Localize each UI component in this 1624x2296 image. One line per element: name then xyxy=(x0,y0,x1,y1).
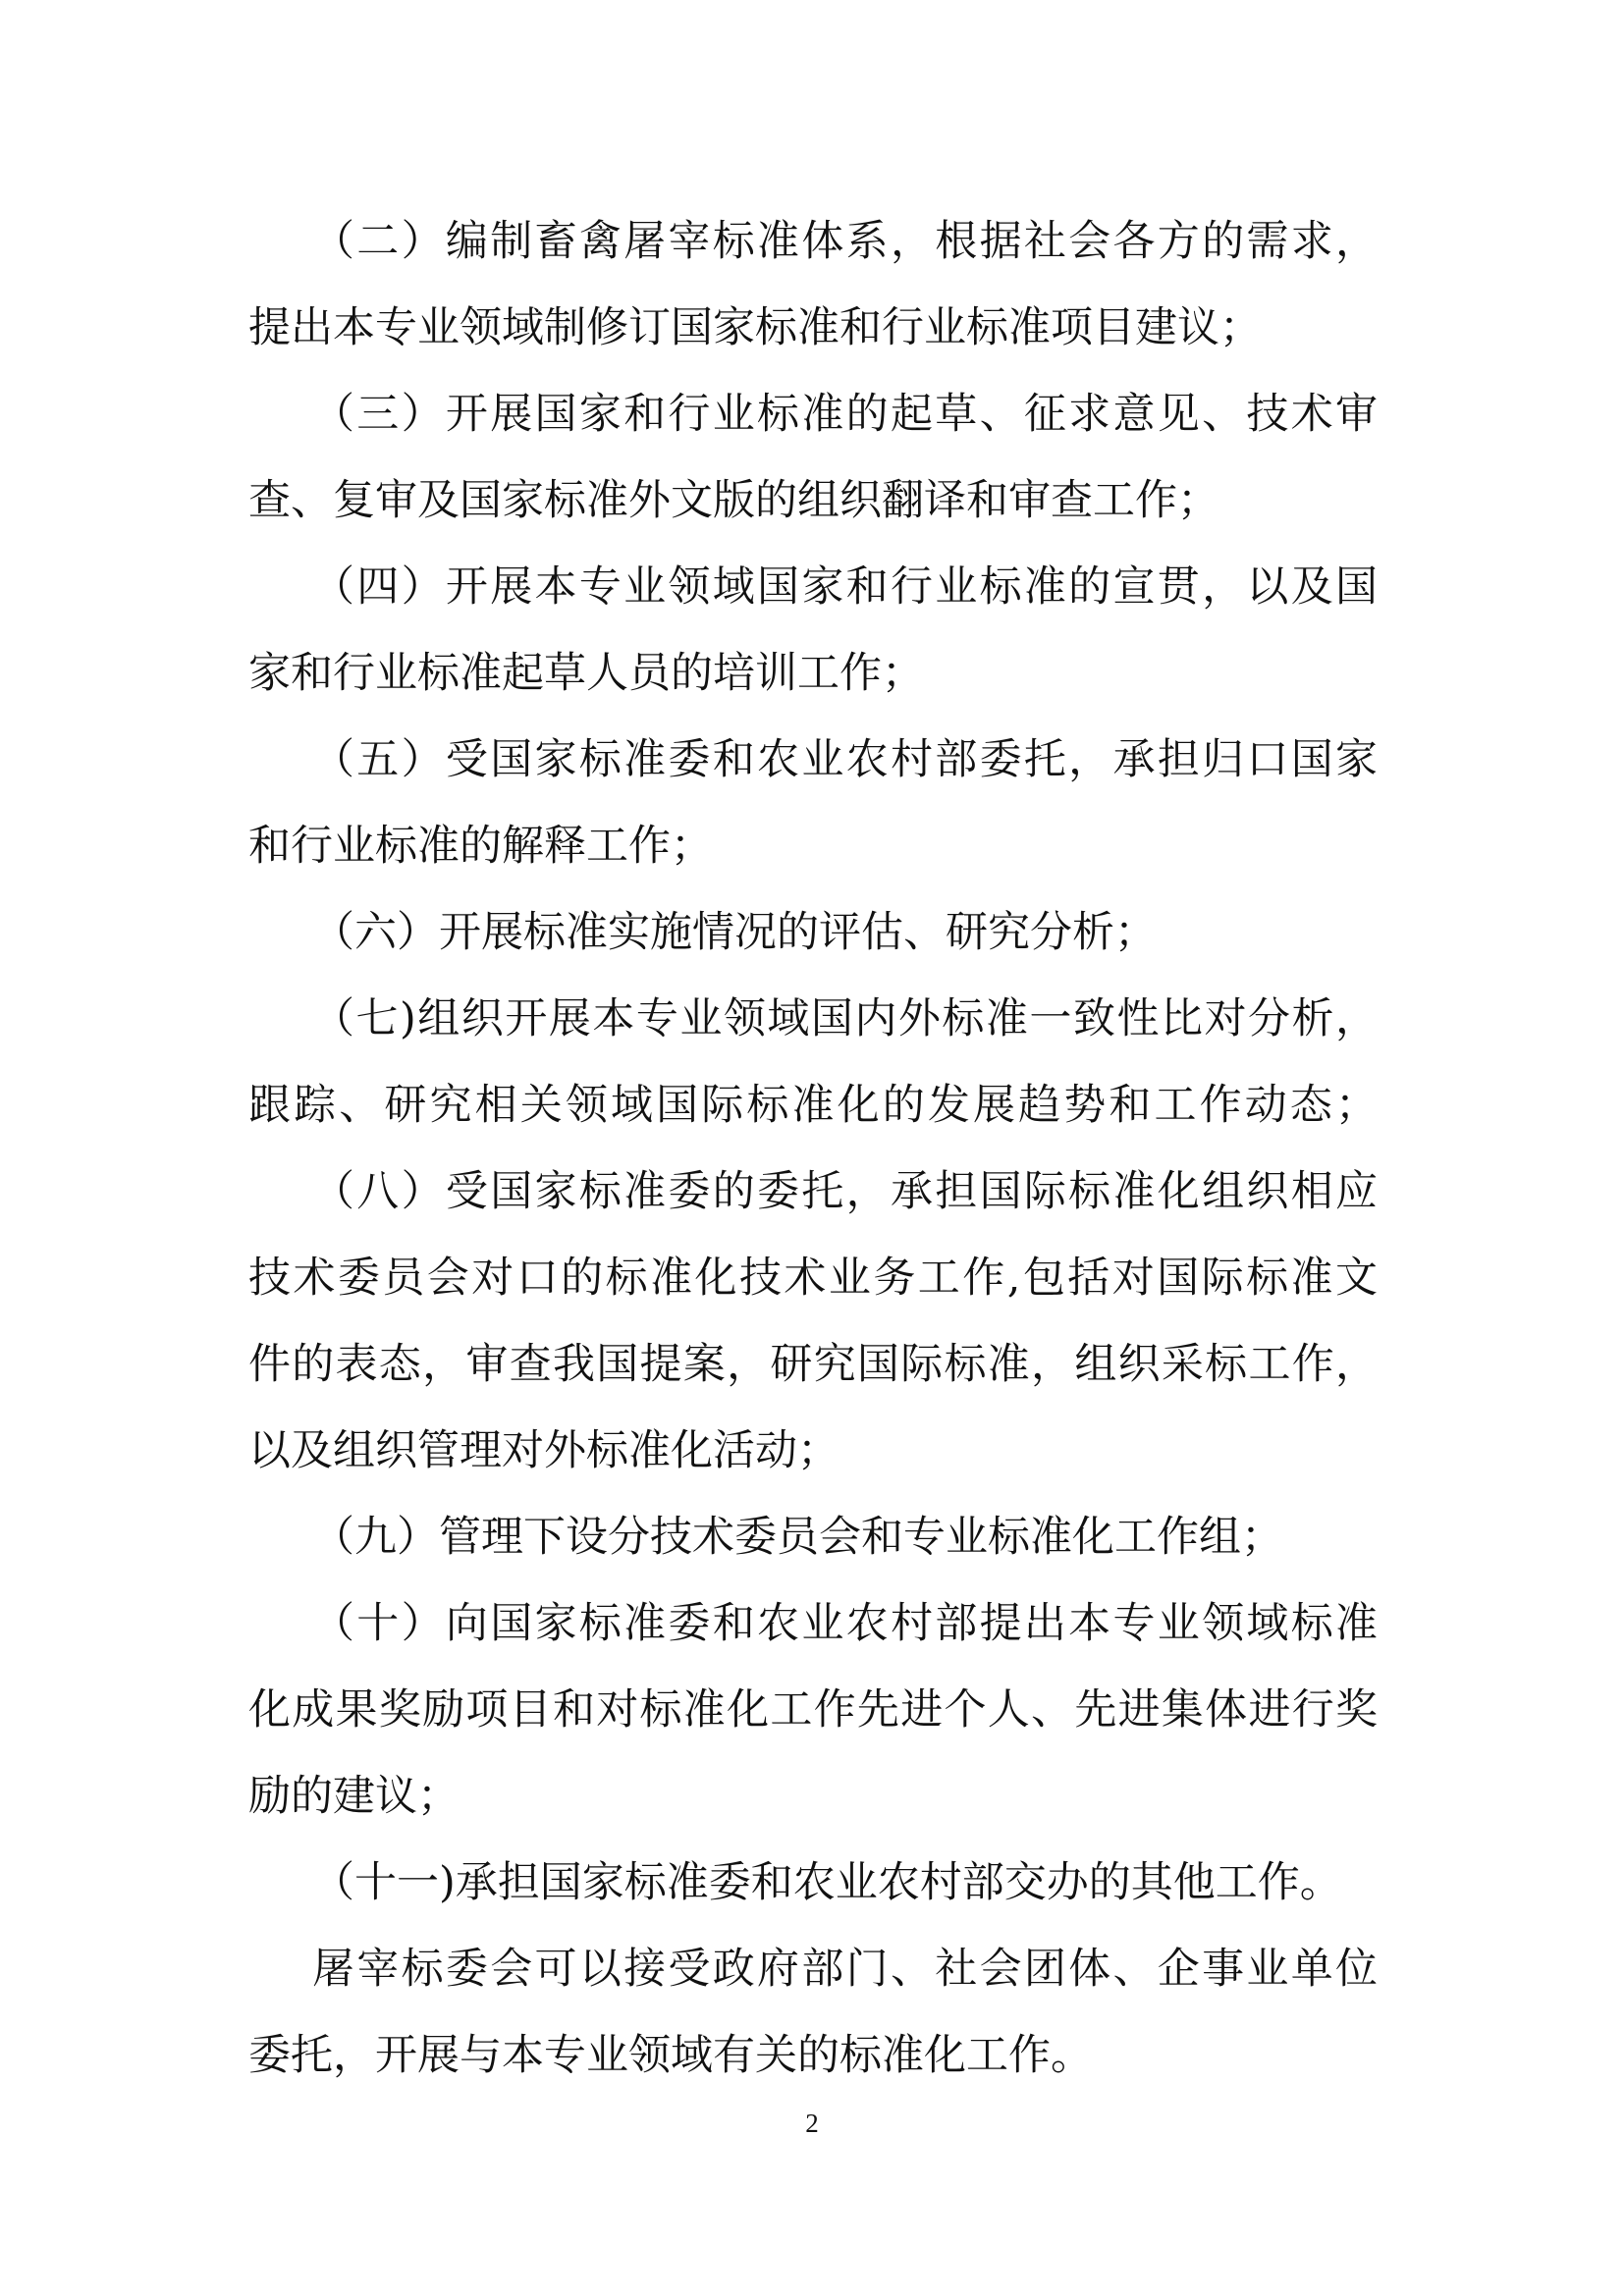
paragraph-2-line-2: 提出本专业领域制修订国家标准和行业标准项目建议； xyxy=(248,303,1262,352)
paragraph-8-line-4: 以及组织管理对外标准化活动； xyxy=(248,1426,839,1475)
paragraph-3-line-1: （三）开展国家和行业标准的起草、征求意见、技术审 xyxy=(312,390,1378,439)
paragraph-9-line-1: （九）管理下设分技术委员会和专业标准化工作组； xyxy=(312,1513,1283,1562)
page-number: 2 xyxy=(805,2109,819,2138)
paragraph-5-line-1: （五）受国家标准委和农业农村部委托，承担归口国家 xyxy=(312,735,1378,784)
paragraph-10-line-1: （十）向国家标准委和农业农村部提出本专业领域标准 xyxy=(312,1599,1378,1648)
paragraph-11-line-1: （十一)承担国家标准委和农业农村部交办的其他工作。 xyxy=(312,1858,1342,1907)
closing-paragraph-line-2: 委托，开展与本专业领域有关的标准化工作。 xyxy=(248,2031,1093,2080)
paragraph-5-line-2: 和行业标准的解释工作； xyxy=(248,822,713,871)
paragraph-10-line-2: 化成果奖励项目和对标准化工作先进个人、先进集体进行奖 xyxy=(248,1685,1378,1735)
paragraph-8-line-3: 件的表态，审查我国提案，研究国际标准，组织采标工作， xyxy=(248,1340,1378,1389)
paragraph-7-line-2: 跟踪、研究相关领域国际标准化的发展趋势和工作动态； xyxy=(248,1081,1378,1130)
paragraph-3-line-2: 查、复审及国家标准外文版的组织翻译和审查工作； xyxy=(248,476,1219,525)
paragraph-2-line-1: （二）编制畜禽屠宰标准体系，根据社会各方的需求， xyxy=(312,217,1378,266)
paragraph-6-line-1: （六）开展标准实施情况的评估、研究分析； xyxy=(312,908,1157,957)
paragraph-8-line-1: （八）受国家标准委的委托，承担国际标准化组织相应 xyxy=(312,1167,1378,1216)
paragraph-4-line-2: 家和行业标准起草人员的培训工作； xyxy=(248,649,924,698)
paragraph-8-line-2: 技术委员会对口的标准化技术业务工作,包括对国际标准文 xyxy=(248,1254,1378,1303)
paragraph-4-line-1: （四）开展本专业领域国家和行业标准的宣贯，以及国 xyxy=(312,562,1378,612)
paragraph-7-line-1: （七)组织开展本专业领域国内外标准一致性比对分析， xyxy=(312,994,1378,1043)
paragraph-10-line-3: 励的建议； xyxy=(248,1772,460,1821)
closing-paragraph-line-1: 屠宰标委会可以接受政府部门、社会团体、企事业单位 xyxy=(312,1945,1378,1994)
